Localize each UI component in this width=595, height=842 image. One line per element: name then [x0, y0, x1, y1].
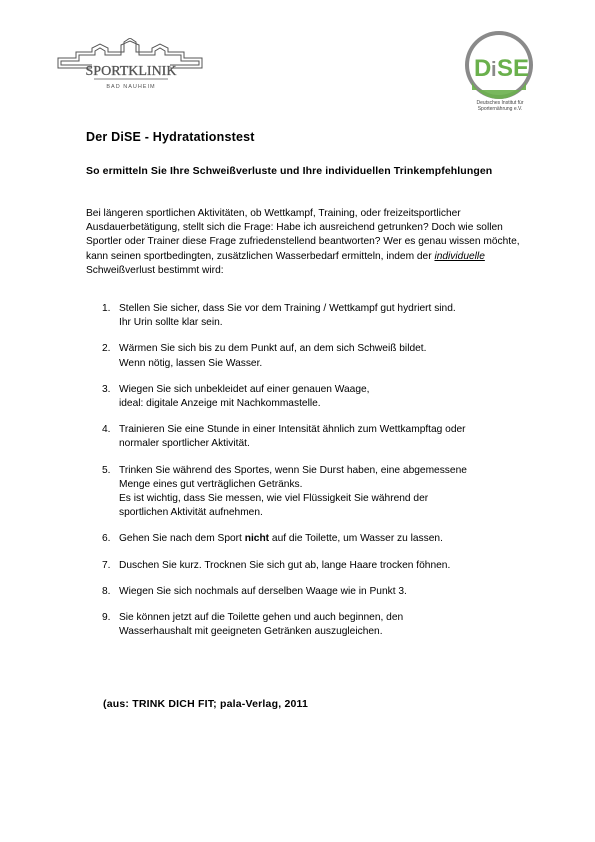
intro-text-after: Schweißverlust bestimmt wird:: [86, 264, 224, 276]
step-item: [86, 611, 546, 639]
step-item: [86, 342, 546, 370]
step-item: [86, 383, 546, 411]
step-text-line: normaler sportlicher Aktivität.: [119, 438, 250, 450]
step-text-line: Es ist wichtig, dass Sie messen, wie viel Flüssigkeit Sie während der: [119, 493, 429, 505]
dise-caption-line-2: Sporternährung e.V.: [477, 106, 523, 112]
step-number: 9.: [102, 612, 111, 624]
dise-letter-d: D: [474, 55, 492, 82]
sportklinik-logo: [56, 38, 206, 96]
step-text-after: auf die Toilette, um Wasser zu lassen.: [269, 533, 443, 545]
dise-caption: [455, 100, 545, 112]
sportklinik-wordmark: SPORTKLINIK: [85, 64, 177, 79]
document-title: Der DiSE - Hydratationstest: [86, 130, 255, 144]
source-citation: (aus: TRINK DICH FIT; pala-Verlag, 2011: [103, 698, 309, 710]
step-item: [86, 464, 546, 521]
dise-letter-i: i: [491, 59, 497, 81]
step-number: 7.: [102, 559, 111, 571]
step-number: 5.: [102, 464, 111, 476]
step-item: [86, 532, 546, 546]
step-number: 8.: [102, 585, 111, 597]
intro-emphasis: individuelle: [434, 250, 485, 262]
dise-emblem-icon: [464, 30, 534, 100]
sportklinik-subtitle: BAD NAUHEIM: [106, 84, 156, 90]
step-item: [86, 302, 546, 330]
step-item: [86, 423, 546, 451]
dise-letters-se: SE: [497, 55, 530, 82]
step-text-line: [119, 532, 546, 546]
step-number: 3.: [102, 383, 111, 395]
step-item: [86, 559, 546, 573]
step-text-line: sportlichen Aktivität aufnehmen.: [119, 507, 263, 519]
step-text-line: ideal: digitale Anzeige mit Nachkommastelle.: [119, 398, 321, 410]
step-text-bold: nicht: [244, 533, 270, 545]
intro-text-before: Bei längeren sportlichen Aktivitäten, ob Wettkampf, Training, oder freizeitsportlicher Ausdauerbetätigung, stellt sich die Frage: Habe ich ausreichend getrunken? Doch wie sollen Sportler oder Trainer diese Frage zufriedenstellend beantworten? Wer es genau wissen möchte, kann seinen sportbedingten, zusätzlichen Wasserbedarf ermitteln, indem der: [86, 208, 520, 262]
step-number: 2.: [102, 343, 111, 355]
step-text-before: Gehen Sie nach dem Sport: [119, 533, 245, 545]
dise-logo: [455, 30, 545, 112]
step-number: 6.: [102, 533, 111, 545]
sportklinik-building-icon: [56, 38, 206, 96]
intro-paragraph: [86, 207, 541, 278]
step-text-line: Wärmen Sie sich bis zu dem Punkt auf, an dem sich Schweiß bildet.: [119, 343, 427, 355]
step-text-line: Wiegen Sie sich nochmals auf derselben Waage wie in Punkt 3.: [119, 585, 407, 597]
step-text-line: Duschen Sie kurz. Trocknen Sie sich gut ab, lange Haare trocken föhnen.: [119, 559, 451, 571]
step-text-line: Wasserhaushalt mit geeigneten Getränken auszugleichen.: [119, 626, 383, 638]
step-text-line: Trinken Sie während des Sportes, wenn Sie Durst haben, eine abgemessene: [119, 464, 467, 476]
step-number: 4.: [102, 424, 111, 436]
dise-caption-line-1: Deutsches Institut für: [476, 100, 524, 106]
step-item: [86, 585, 546, 599]
step-text-line: Wiegen Sie sich unbekleidet auf einer genauen Waage,: [119, 383, 370, 395]
step-number: 1.: [102, 303, 111, 314]
step-text-line: Menge eines gut verträglichen Getränks.: [119, 478, 303, 490]
step-text-line: Trainieren Sie eine Stunde in einer Intensität ähnlich zum Wettkampftag oder: [119, 424, 466, 436]
step-text-line: Stellen Sie sicher, dass Sie vor dem Training / Wettkampf gut hydriert sind.: [119, 303, 456, 314]
step-text-line: Wenn nötig, lassen Sie Wasser.: [119, 357, 263, 369]
step-text-line: Ihr Urin sollte klar sein.: [119, 317, 223, 329]
steps-list: [86, 302, 546, 639]
step-text-line: Sie können jetzt auf die Toilette gehen und auch beginnen, den: [119, 612, 404, 624]
document-subtitle: So ermitteln Sie Ihre Schweißverluste und Ihre individuellen Trinkempfehlungen: [86, 165, 493, 177]
